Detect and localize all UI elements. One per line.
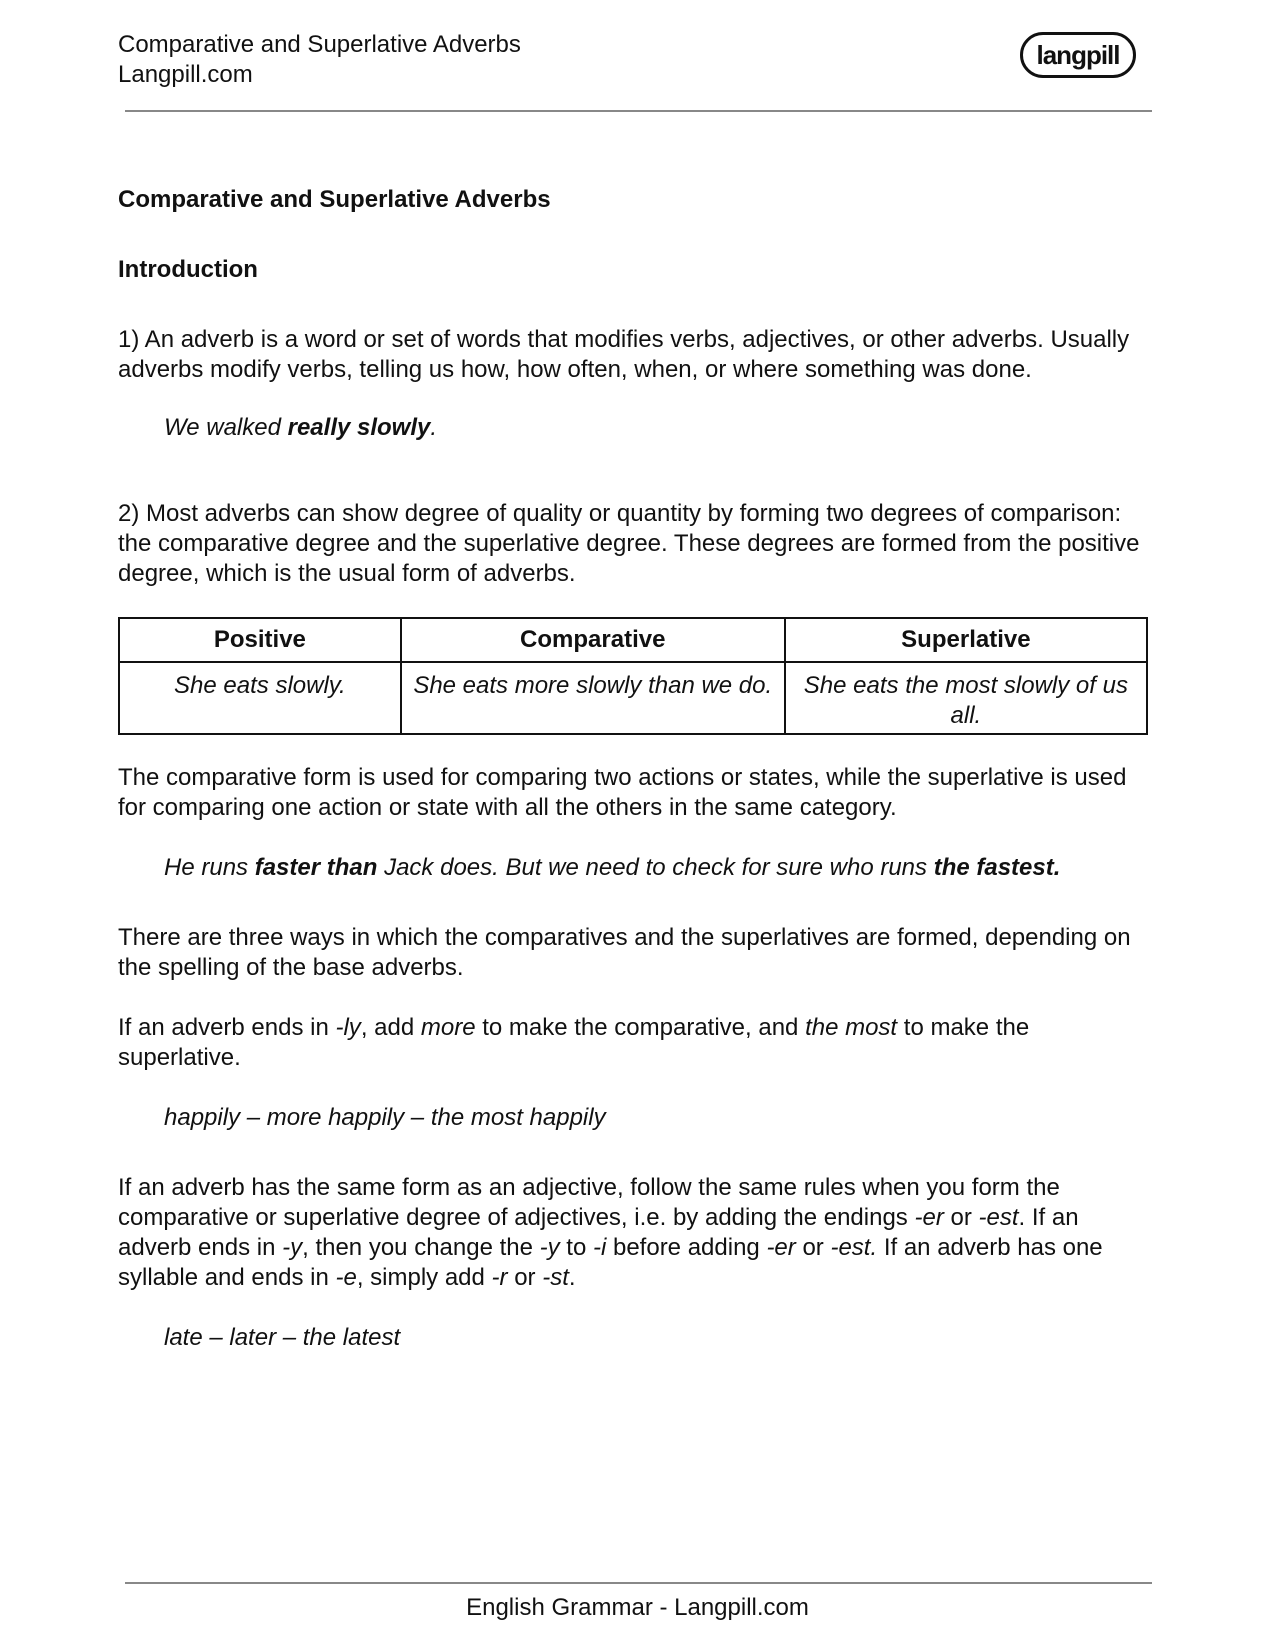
example-1-bold: really slowly	[287, 414, 431, 441]
p6-italic: -r	[491, 1264, 508, 1291]
page-header	[118, 30, 1158, 110]
table-header-row	[119, 618, 1147, 662]
p6-italic: -y	[539, 1234, 560, 1261]
p6-part: or	[507, 1264, 543, 1291]
example-3: happily – more happily – the most happily	[164, 1104, 606, 1131]
p5-italic: -ly	[335, 1014, 361, 1041]
p6-italic: -er	[914, 1204, 944, 1231]
paragraph-5	[118, 1013, 1158, 1073]
p6-italic: -y	[282, 1234, 303, 1261]
table-header-comparative: Comparative	[401, 618, 785, 662]
example-1	[164, 413, 1158, 443]
p6-italic: -est.	[830, 1234, 878, 1261]
p6-part: .	[568, 1264, 576, 1291]
example-1-end: .	[430, 414, 438, 441]
example-2-bold: the fastest.	[933, 854, 1061, 881]
comparison-table-wrap	[118, 617, 1158, 735]
p6-part: , then you change the	[302, 1234, 540, 1261]
example-2-part: Jack does. But we need to check for sure who runs	[377, 854, 934, 881]
p6-part: or	[943, 1204, 979, 1231]
p6-italic: -est	[978, 1204, 1019, 1231]
example-2	[164, 853, 1158, 883]
p6-part: If an adverb has one syllable and ends in	[118, 1234, 1103, 1291]
p6-italic: -e	[335, 1264, 357, 1291]
p5-italic: more	[420, 1014, 476, 1041]
footer-divider	[125, 1582, 1152, 1584]
header-title: Comparative and Superlative Adverbs	[118, 31, 521, 58]
header-site: Langpill.com	[118, 61, 253, 88]
table-header-positive: Positive	[119, 618, 401, 662]
paragraph-4: There are three ways in which the comparatives and the superlatives are formed, depending on the spelling of the base adverbs.	[118, 924, 1131, 981]
document-body	[118, 185, 1158, 1353]
p6-part: to	[559, 1234, 593, 1261]
p5-part: , add	[360, 1014, 421, 1041]
table-cell-comparative: She eats more slowly than we do.	[401, 662, 785, 734]
p6-part: , simply add	[356, 1264, 492, 1291]
section-heading-introduction: Introduction	[118, 256, 258, 283]
p6-part: If an adverb has the same form as an adjective, follow the same rules when you form the comparative or superlative degree of adjectives, i.e. by adding the endings	[118, 1174, 1060, 1231]
header-divider	[125, 110, 1152, 112]
p6-italic: -i	[592, 1234, 607, 1261]
p6-italic: -er	[766, 1234, 796, 1261]
p5-part: to make the superlative.	[118, 1014, 1030, 1071]
p6-part: . If an adverb ends in	[118, 1204, 1079, 1261]
langpill-logo: langpill	[1020, 32, 1136, 78]
paragraph-6	[118, 1173, 1158, 1293]
example-2-bold: faster than	[254, 854, 378, 881]
page-footer: English Grammar - Langpill.com	[466, 1594, 809, 1621]
p6-part: or	[795, 1234, 831, 1261]
document-title: Comparative and Superlative Adverbs	[118, 186, 551, 213]
p6-part: before adding	[606, 1234, 767, 1261]
example-1-text: We walked	[164, 414, 288, 441]
paragraph-3: The comparative form is used for comparing two actions or states, while the superlative is used for comparing one action or state with all the others in the same category.	[118, 764, 1127, 821]
table-row	[119, 662, 1147, 734]
p6-italic: -st	[542, 1264, 569, 1291]
comparison-table	[118, 617, 1148, 735]
p5-part: to make the comparative, and	[475, 1014, 806, 1041]
paragraph-1: 1) An adverb is a word or set of words that modifies verbs, adjectives, or other adverbs. Usually adverbs modify verbs, telling us how, how often, when, or where something was done.	[118, 326, 1130, 383]
p5-part: If an adverb ends in	[118, 1014, 336, 1041]
paragraph-2: 2) Most adverbs can show degree of quality or quantity by forming two degrees of comparison: the comparative degree and the superlative degree. These degrees are formed from the positive degree, which is the usual form of adverbs.	[118, 500, 1140, 587]
table-cell-positive: She eats slowly.	[119, 662, 401, 734]
p5-italic: the most	[805, 1014, 898, 1041]
example-4: late – later – the latest	[164, 1324, 401, 1351]
table-header-superlative: Superlative	[785, 618, 1147, 662]
example-2-part: He runs	[164, 854, 255, 881]
table-cell-superlative: She eats the most slowly of us all.	[785, 662, 1147, 734]
